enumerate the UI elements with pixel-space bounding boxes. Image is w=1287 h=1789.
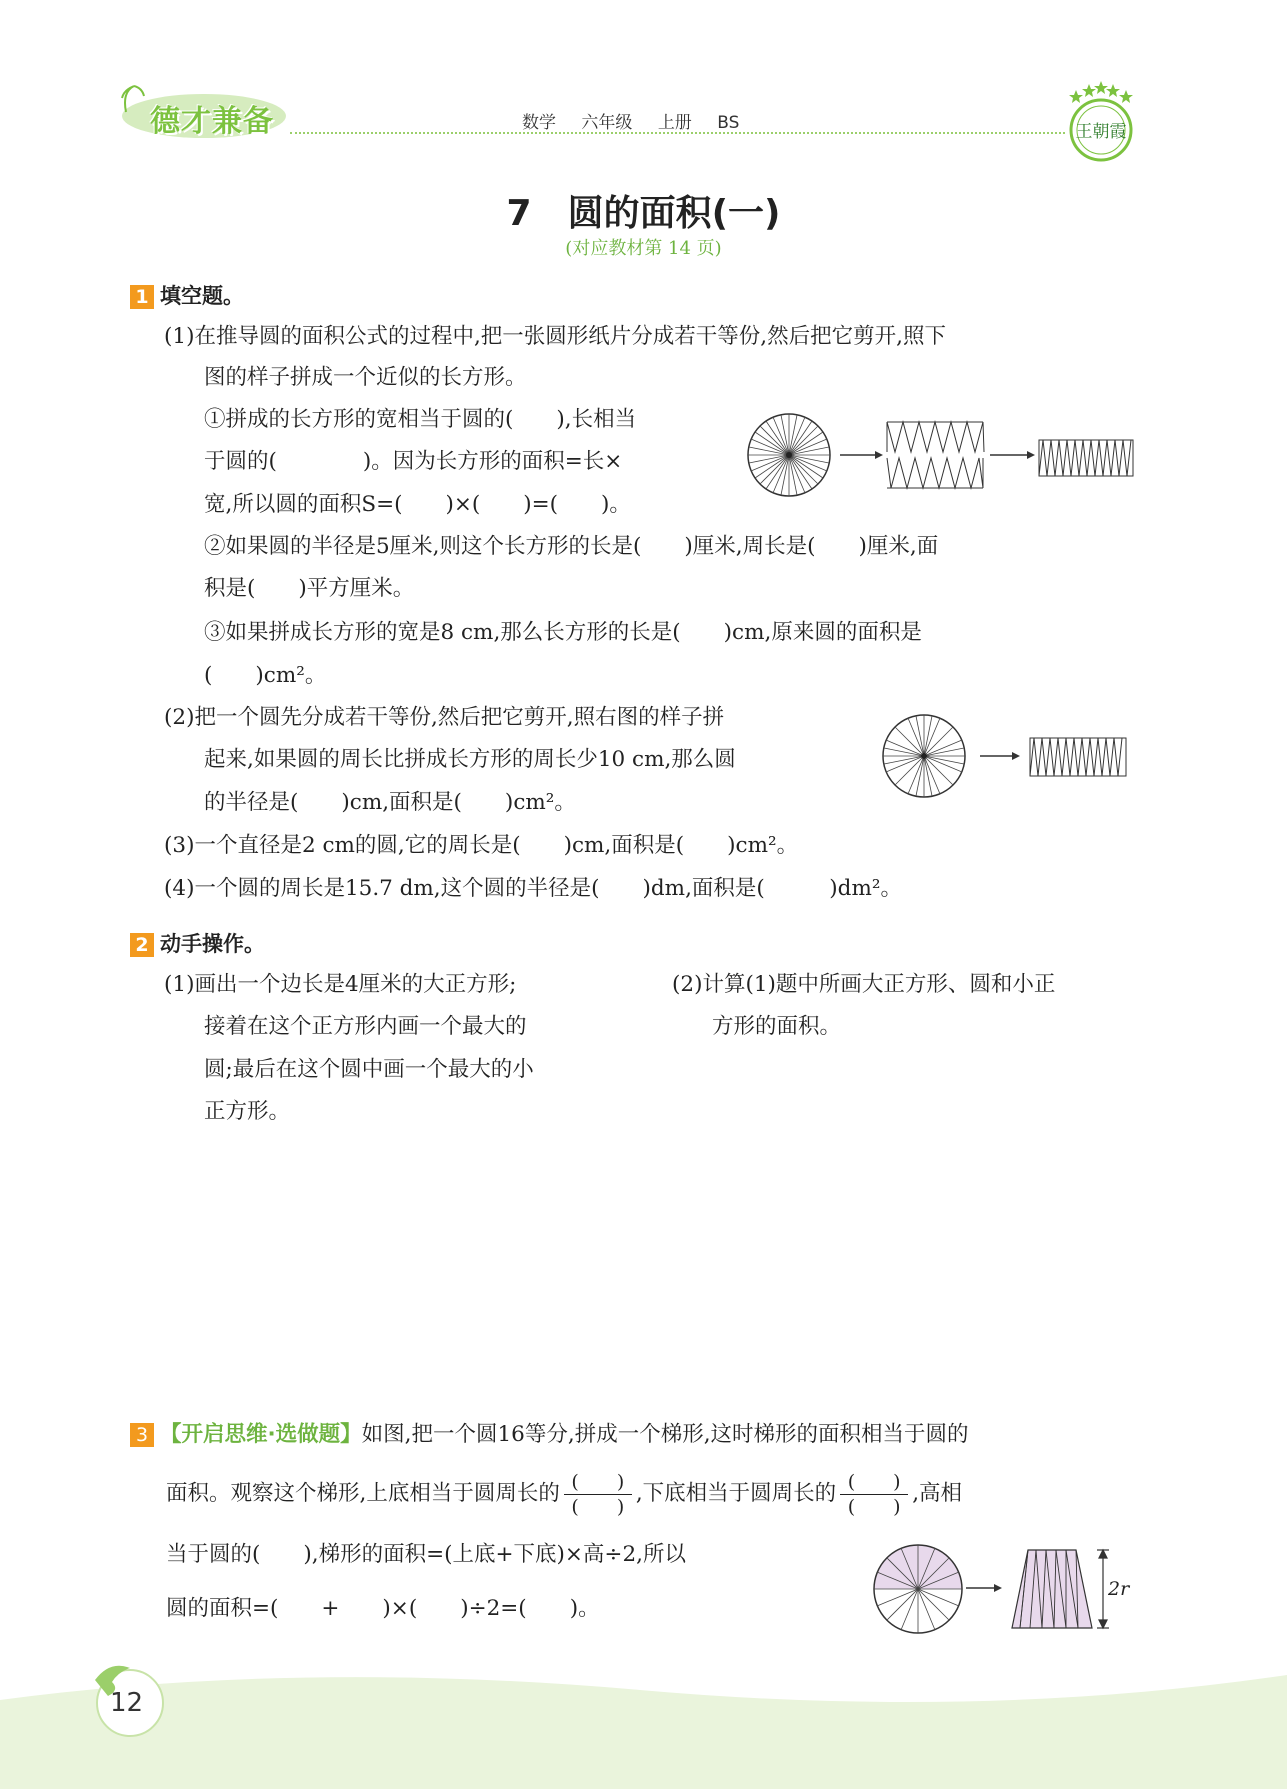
section-3-text-b: ,下底相当于圆周长的 [635,1481,837,1506]
q1b-line-2: 积是( )平方厘米。 [204,576,415,601]
subject: 数学 [522,113,556,133]
q1a-line-3: 宽,所以圆的面积S=( )×( )=( )。 [204,492,631,517]
optional-tag: 【开启思维·选做题】 [160,1422,362,1447]
q2-1-line-4: 正方形。 [204,1099,291,1124]
section-3-text-c: ,高相 [912,1481,963,1506]
split-rectangle [887,422,984,488]
figure-circle-to-trapezoid [870,1540,1140,1640]
q2-line-3: 的半径是( )cm,面积是( )cm²。 [204,790,576,815]
section-3-line-3: 当于圆的( ),梯形的面积=(上底+下底)×高÷2,所以 [166,1542,686,1567]
q2-1-line-3: 圆;最后在这个圆中画一个最大的小 [204,1057,534,1082]
section-number: 1 [130,285,154,309]
height-label: 2r [1108,1578,1130,1600]
approx-rectangle [1039,440,1133,476]
shaded-sectored-circle [874,1545,962,1633]
brand-name: 德才兼备 [150,104,274,139]
section-title: 填空题。 [160,284,244,308]
section-1-heading [130,280,244,310]
sectored-circle [748,414,830,496]
figure-circle-to-rectangle [745,410,1135,510]
section-3-line-2 [166,1462,962,1526]
section-number: 3 [130,1423,154,1447]
q1a-line-1: ①拼成的长方形的宽相当于圆的( ),长相当 [204,407,637,432]
trapezoid [1012,1550,1092,1628]
q2-line-1: (2)把一个圆先分成若干等份,然后把它剪开,照右图的样子拼 [164,705,725,730]
fraction-blank: $\frac{( )}{( )}$ [564,1471,632,1518]
section-number: 2 [130,933,154,957]
grade: 六年级 [581,113,633,133]
fraction-blank: $\frac{( )}{( )}$ [840,1471,908,1518]
q1b-line-1: ②如果圆的半径是5厘米,则这个长方形的长是( )厘米,周长是( )厘米,面 [204,534,939,559]
q2-1-line-2: 接着在这个正方形内画一个最大的 [204,1014,527,1039]
textbook-reference: (对应教材第 14 页) [565,238,722,259]
arrow-icon [980,752,1020,760]
q1a-line-2: 于圆的( )。因为长方形的面积=长× [204,449,623,474]
footer-decoration [0,1660,1287,1789]
volume: 上册 [657,113,692,133]
q1c-line-1: ③如果拼成长方形的宽是8 cm,那么长方形的长是( )cm,原来圆的面积是 [204,620,922,645]
approx-rectangle [1030,738,1126,776]
sectored-circle [883,715,965,797]
brand-seal [1062,78,1140,168]
arrow-icon [990,451,1035,459]
lesson-title: 7 圆的面积(一) [506,193,781,234]
page-number: 12 [110,1688,144,1718]
section-3-line-4: 圆的面积=( + )×( )÷2=( )。 [166,1596,600,1621]
arrow-icon [966,1584,1002,1592]
q1-line-2: 图的样子拼成一个近似的长方形。 [204,365,527,390]
section-3-text: 如图,把一个圆16等分,拼成一个梯形,这时梯形的面积相当于圆的 [361,1422,969,1447]
figure-circle-to-rectangle-2 [880,712,1130,802]
q1c-line-2: ( )cm²。 [204,663,327,688]
q2-2-line-1: (2)计算(1)题中所画大正方形、圆和小正 [672,972,1056,997]
section-3-text-a: 面积。观察这个梯形,上底相当于圆周长的 [166,1481,560,1506]
q1-line-1: (1)在推导圆的面积公式的过程中,把一张圆形纸片分成若干等份,然后把它剪开,照下 [164,324,946,349]
q3-line: (3)一个直径是2 cm的圆,它的周长是( )cm,面积是( )cm²。 [164,833,799,858]
q2-2-line-2: 方形的面积。 [712,1014,842,1039]
edition: BS [717,113,740,133]
arrow-icon [840,451,883,459]
section-2-heading [130,928,265,958]
q2-line-2: 起来,如果圆的周长比拼成长方形的周长少10 cm,那么圆 [204,747,736,772]
seal-text: 王朝霞 [1075,122,1127,142]
q2-1-line-1: (1)画出一个边长是4厘米的大正方形; [164,972,517,997]
subject-info [522,108,759,133]
q4-line: (4)一个圆的周长是15.7 dm,这个圆的半径是( )dm,面积是( )dm²。 [164,876,902,901]
section-3-line-1 [130,1420,969,1450]
section-title: 动手操作。 [160,932,265,956]
